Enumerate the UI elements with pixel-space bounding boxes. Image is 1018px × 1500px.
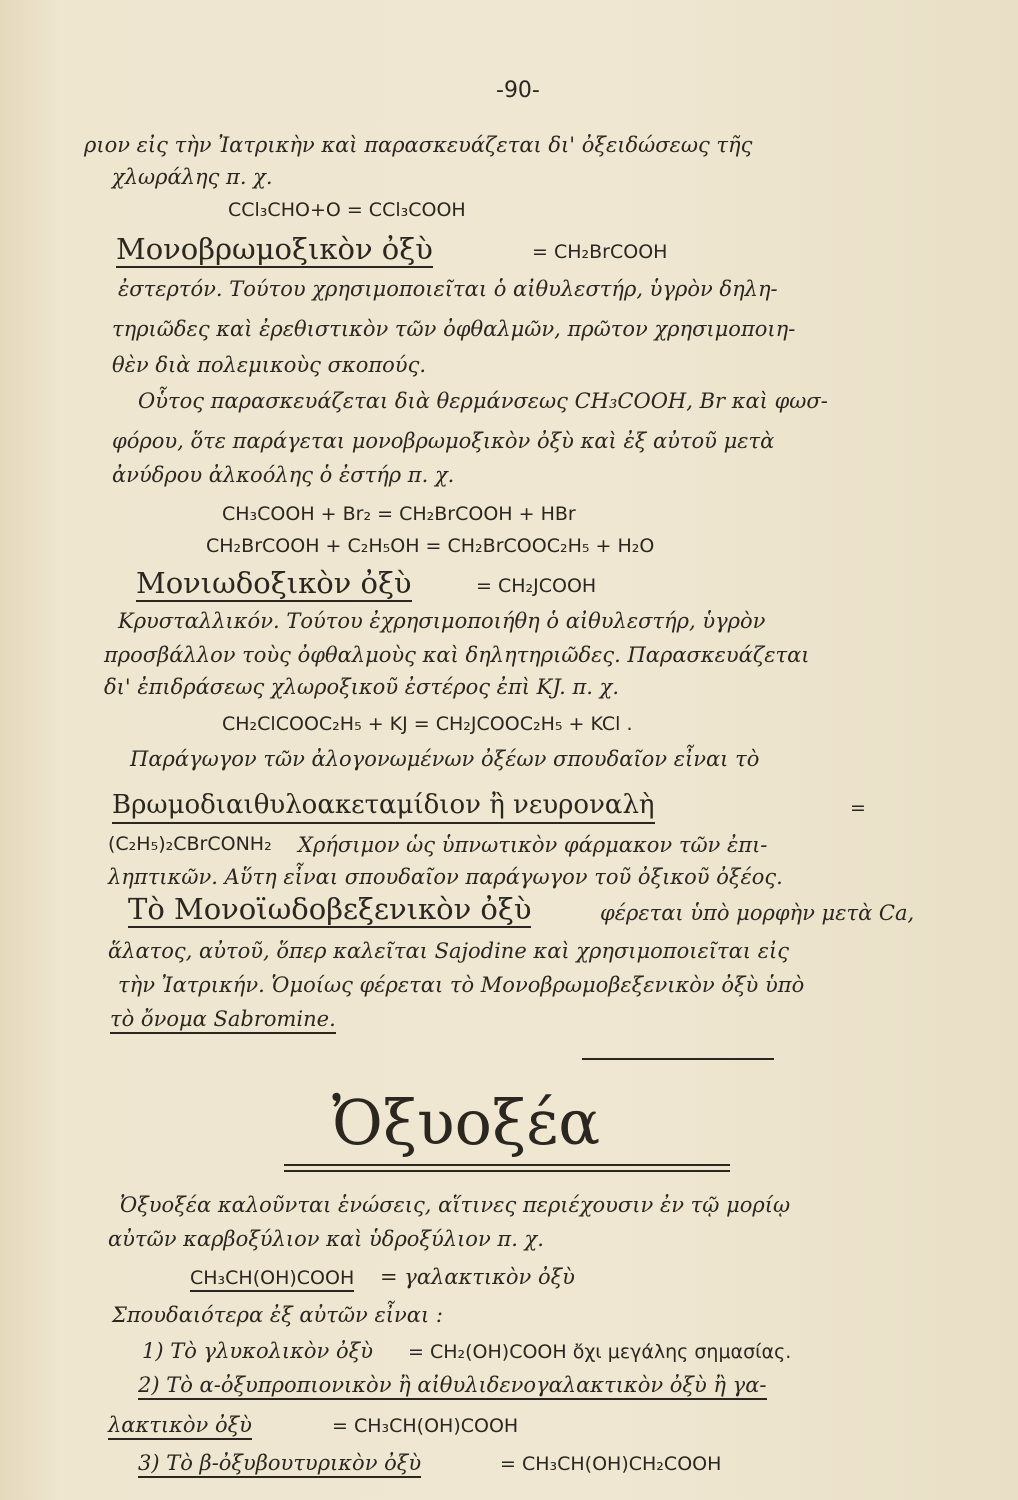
text-line: ἐστερτόν. Τούτου χρησιμοποιεῖται ὁ αἰθυλεστήρ, ὑγρὸν δηλη- bbox=[118, 277, 778, 301]
chemical-equation: CH₃COOH + Br₂ = CH₂BrCOOH + HBr bbox=[222, 503, 576, 525]
chemical-equation: CH₂BrCOOH + C₂H₅OH = CH₂BrCOOC₂H₅ + H₂O bbox=[206, 535, 655, 557]
text-line: θὲν διὰ πολεμικοὺς σκοπούς. bbox=[112, 353, 427, 377]
text-line: ληπτικῶν. Αὕτη εἶναι σπουδαῖον παράγωγον τοῦ ὀξικοῦ ὀξέος. bbox=[108, 865, 783, 889]
chemical-formula: = CH₃CH(OH)CH₂COOH bbox=[500, 1453, 722, 1475]
text-line: Χρήσιμον ὡς ὑπνωτικὸν φάρμακον τῶν ἐπι- bbox=[298, 833, 768, 857]
text-line: προσβάλλον τοὺς ὀφθαλμοὺς καὶ δηλητηριῶδες. Παρασκευάζεται bbox=[104, 643, 810, 667]
text-line: Οὗτος παρασκευάζεται διὰ θερμάνσεως CH₃COOH, Br καὶ φωσ- bbox=[138, 389, 828, 413]
equals-sign: = bbox=[850, 797, 866, 819]
text-line: τὸ ὄνομα Sabromine. bbox=[110, 1006, 336, 1034]
section-heading: Μονιωδοξικὸν ὀξὺ bbox=[136, 566, 412, 600]
section-heading: Βρωμοδιαιθυλοακεταμίδιον ἢ νευροναλὴ bbox=[112, 788, 655, 824]
text-line: Ὀξυοξέα καλοῦνται ἑνώσεις, αἵτινες περιέχουσιν ἐν τῷ μορίῳ bbox=[120, 1193, 791, 1217]
chemical-formula: = CH₂BrCOOH bbox=[532, 241, 668, 263]
chemical-formula: = CH₂(OH)COOH ὄχι μεγάλης σημασίας. bbox=[408, 1341, 792, 1363]
text-line: αὐτῶν καρβοξύλιον καὶ ὑδροξύλιον π. χ. bbox=[108, 1227, 544, 1251]
list-item-label: 3) Τὸ β-ὀξυβουτυρικὸν ὀξὺ bbox=[138, 1450, 421, 1478]
text-line: τηριῶδες καὶ ἐρεθιστικὸν τῶν ὀφθαλμῶν, πρῶτον χρησιμοποιη- bbox=[112, 317, 796, 341]
page-number: -90- bbox=[496, 78, 540, 103]
title-underline bbox=[284, 1170, 730, 1172]
text-line: δι' ἐπιδράσεως χλωροξικοῦ ἐστέρος ἐπὶ KJ. π. χ. bbox=[104, 675, 620, 699]
title-underline bbox=[284, 1164, 730, 1166]
list-item-label: λακτικὸν ὀξὺ bbox=[108, 1412, 252, 1440]
list-item-label: 1) Τὸ γλυκολικὸν ὀξὺ bbox=[142, 1339, 373, 1363]
text-line: = γαλακτικὸν ὀξὺ bbox=[380, 1265, 575, 1289]
section-heading: Τὸ Μονοϊωδοβεξενικὸν ὀξὺ bbox=[128, 892, 532, 926]
text-line: φέρεται ὑπὸ μορφὴν μετὰ Ca, bbox=[600, 901, 915, 925]
text-line: ἀνύδρου ἀλκοόλης ὁ ἐστήρ π. χ. bbox=[112, 463, 455, 487]
chapter-title: Ὀξυοξέα bbox=[332, 1086, 601, 1159]
text-line: τὴν Ἰατρικήν. Ὁμοίως φέρεται τὸ Μονοβρωμοβεξενικὸν ὀξὺ ὑπὸ bbox=[118, 973, 805, 997]
chemical-formula: = CH₂JCOOH bbox=[476, 575, 597, 597]
chemical-formula: (C₂H₅)₂CBrCONH₂ bbox=[108, 833, 272, 855]
text-line: χλωράλης π. χ. bbox=[112, 165, 273, 189]
chemical-equation: CCl₃CHO+O = CCl₃COOH bbox=[228, 199, 466, 221]
chemical-formula: = CH₃CH(OH)COOH bbox=[332, 1415, 519, 1437]
divider-line bbox=[582, 1058, 774, 1060]
text-line: φόρου, ὅτε παράγεται μονοβρωμοξικὸν ὀξὺ καὶ ἐξ αὐτοῦ μετὰ bbox=[112, 429, 775, 453]
text-line: ἅλατος, αὐτοῦ, ὅπερ καλεῖται Sajodine καὶ χρησιμοποιεῖται εἰς bbox=[108, 939, 789, 963]
chemical-equation: CH₂ClCOOC₂H₅ + KJ = CH₂JCOOC₂H₅ + KCl . bbox=[222, 713, 633, 735]
section-heading: Μονοβρωμοξικὸν ὀξὺ bbox=[116, 232, 433, 266]
chemical-formula: CH₃CH(OH)COOH bbox=[190, 1266, 354, 1292]
list-item-label: 2) Τὸ α-ὀξυπροπιονικὸν ἢ αἰθυλιδενογαλακτικὸν ὀξὺ ἢ γα- bbox=[138, 1372, 767, 1400]
text-line: Παράγωγον τῶν ἀλογονωμένων ὀξέων σπουδαῖον εἶναι τὸ bbox=[130, 747, 760, 771]
text-line: Κρυσταλλικόν. Τούτου ἐχρησιμοποιήθη ὁ αἰθυλεστήρ, ὑγρὸν bbox=[118, 609, 766, 633]
text-line: Σπουδαιότερα ἐξ αὐτῶν εἶναι : bbox=[112, 1303, 443, 1327]
text-line: ριον εἰς τὴν Ἰατρικὴν καὶ παρασκευάζεται δι' ὀξειδώσεως τῆς bbox=[84, 133, 753, 157]
